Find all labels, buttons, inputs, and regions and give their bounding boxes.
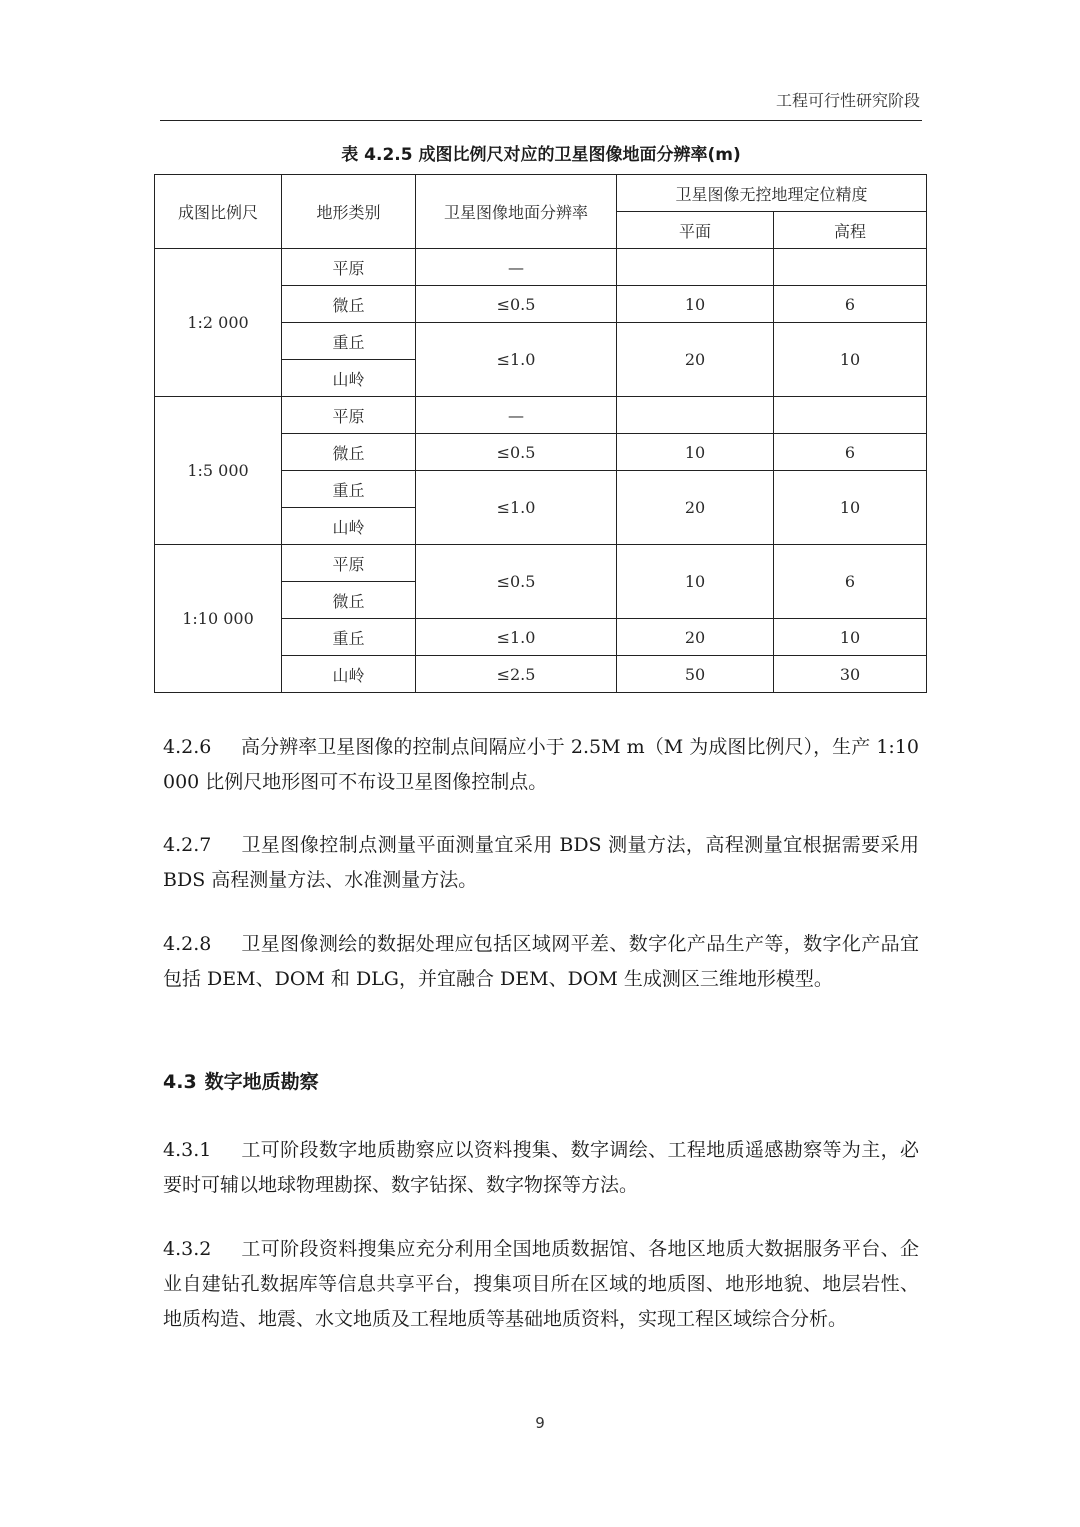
plane-cell: 10 [617,545,774,619]
table-row [155,545,927,582]
resolution-table [154,174,927,693]
clause-4-2-7 [163,828,919,898]
terrain-cell: 山岭 [282,360,416,397]
plane-cell: 20 [617,323,774,397]
header-accuracy: 卫星图像无控地理定位精度 [617,175,927,212]
clause-4-3-2 [163,1232,919,1337]
elevation-cell: 10 [774,471,927,545]
header-resolution: 卫星图像地面分辨率 [416,175,617,249]
elevation-cell: 10 [774,619,927,656]
resolution-cell: — [416,249,617,286]
terrain-cell: 微丘 [282,434,416,471]
elevation-cell: 6 [774,286,927,323]
clause-4-3-1 [163,1133,919,1203]
elevation-cell: 6 [774,545,927,619]
resolution-cell: ≤2.5 [416,656,617,693]
clause-number: 4.3.1 [163,1139,212,1161]
clause-text: 工可阶段数字地质勘察应以资料搜集、数字调绘、工程地质遥感勘察等为主，必要时可辅以地球物理勘探、数字钻探、数字物探等方法。 [163,1139,919,1196]
terrain-cell: 微丘 [282,286,416,323]
terrain-cell: 平原 [282,397,416,434]
section-heading [163,1067,319,1094]
resolution-cell: ≤0.5 [416,545,617,619]
elevation-cell: 30 [774,656,927,693]
clause-text: 高分辨率卫星图像的控制点间隔应小于 2.5M m（M 为成图比例尺），生产 1:10 000 比例尺地形图可不布设卫星图像控制点。 [163,736,919,793]
clause-text: 卫星图像控制点测量平面测量宜采用 BDS 测量方法，高程测量宜根据需要采用 BDS 高程测量方法、水准测量方法。 [163,834,919,891]
elevation-cell [774,397,927,434]
clause-number: 4.2.8 [163,933,212,955]
scale-cell: 1:5 000 [155,397,282,545]
scale-cell: 1:10 000 [155,545,282,693]
clause-4-2-6 [163,730,919,800]
terrain-cell: 平原 [282,249,416,286]
resolution-cell: ≤1.0 [416,323,617,397]
resolution-cell: — [416,397,617,434]
clause-4-2-8 [163,927,919,997]
resolution-cell: ≤0.5 [416,434,617,471]
terrain-cell: 重丘 [282,471,416,508]
terrain-cell: 山岭 [282,508,416,545]
table-row [155,249,927,286]
plane-cell [617,249,774,286]
resolution-cell: ≤0.5 [416,286,617,323]
header-rule [160,120,922,121]
clause-text: 卫星图像测绘的数据处理应包括区域网平差、数字化产品生产等，数字化产品宜包括 DEM、DOM 和 DLG，并宜融合 DEM、DOM 生成测区三维地形模型。 [163,933,919,990]
resolution-cell: ≤1.0 [416,619,617,656]
plane-cell: 20 [617,619,774,656]
clause-number: 4.3.2 [163,1238,212,1260]
table-caption: 表 4.2.5 成图比例尺对应的卫星图像地面分辨率(m) [341,145,741,165]
terrain-cell: 平原 [282,545,416,582]
clause-number: 4.2.7 [163,834,212,856]
plane-cell: 10 [617,286,774,323]
plane-cell: 10 [617,434,774,471]
terrain-cell: 重丘 [282,619,416,656]
elevation-cell: 6 [774,434,927,471]
page-number: 9 [535,1414,545,1432]
resolution-cell: ≤1.0 [416,471,617,545]
header-elevation: 高程 [774,212,927,249]
header-plane: 平面 [617,212,774,249]
header-scale: 成图比例尺 [155,175,282,249]
scale-cell: 1:2 000 [155,249,282,397]
terrain-cell: 山岭 [282,656,416,693]
terrain-cell: 重丘 [282,323,416,360]
table-row [155,397,927,434]
plane-cell: 20 [617,471,774,545]
table-header-row [155,175,927,212]
clause-text: 工可阶段资料搜集应充分利用全国地质数据馆、各地区地质大数据服务平台、企业自建钻孔数据库等信息共享平台，搜集项目所在区域的地质图、地形地貌、地层岩性、地质构造、地震、水文地质及工程地质等基础地质资料，实现工程区域综合分析。 [163,1238,919,1330]
terrain-cell: 微丘 [282,582,416,619]
plane-cell: 50 [617,656,774,693]
header-terrain: 地形类别 [282,175,416,249]
elevation-cell [774,249,927,286]
clause-number: 4.2.6 [163,736,212,758]
running-header: 工程可行性研究阶段 [775,91,920,110]
plane-cell [617,397,774,434]
section-title: 数字地质勘察 [204,1071,319,1093]
elevation-cell: 10 [774,323,927,397]
section-number: 4.3 [163,1071,197,1093]
